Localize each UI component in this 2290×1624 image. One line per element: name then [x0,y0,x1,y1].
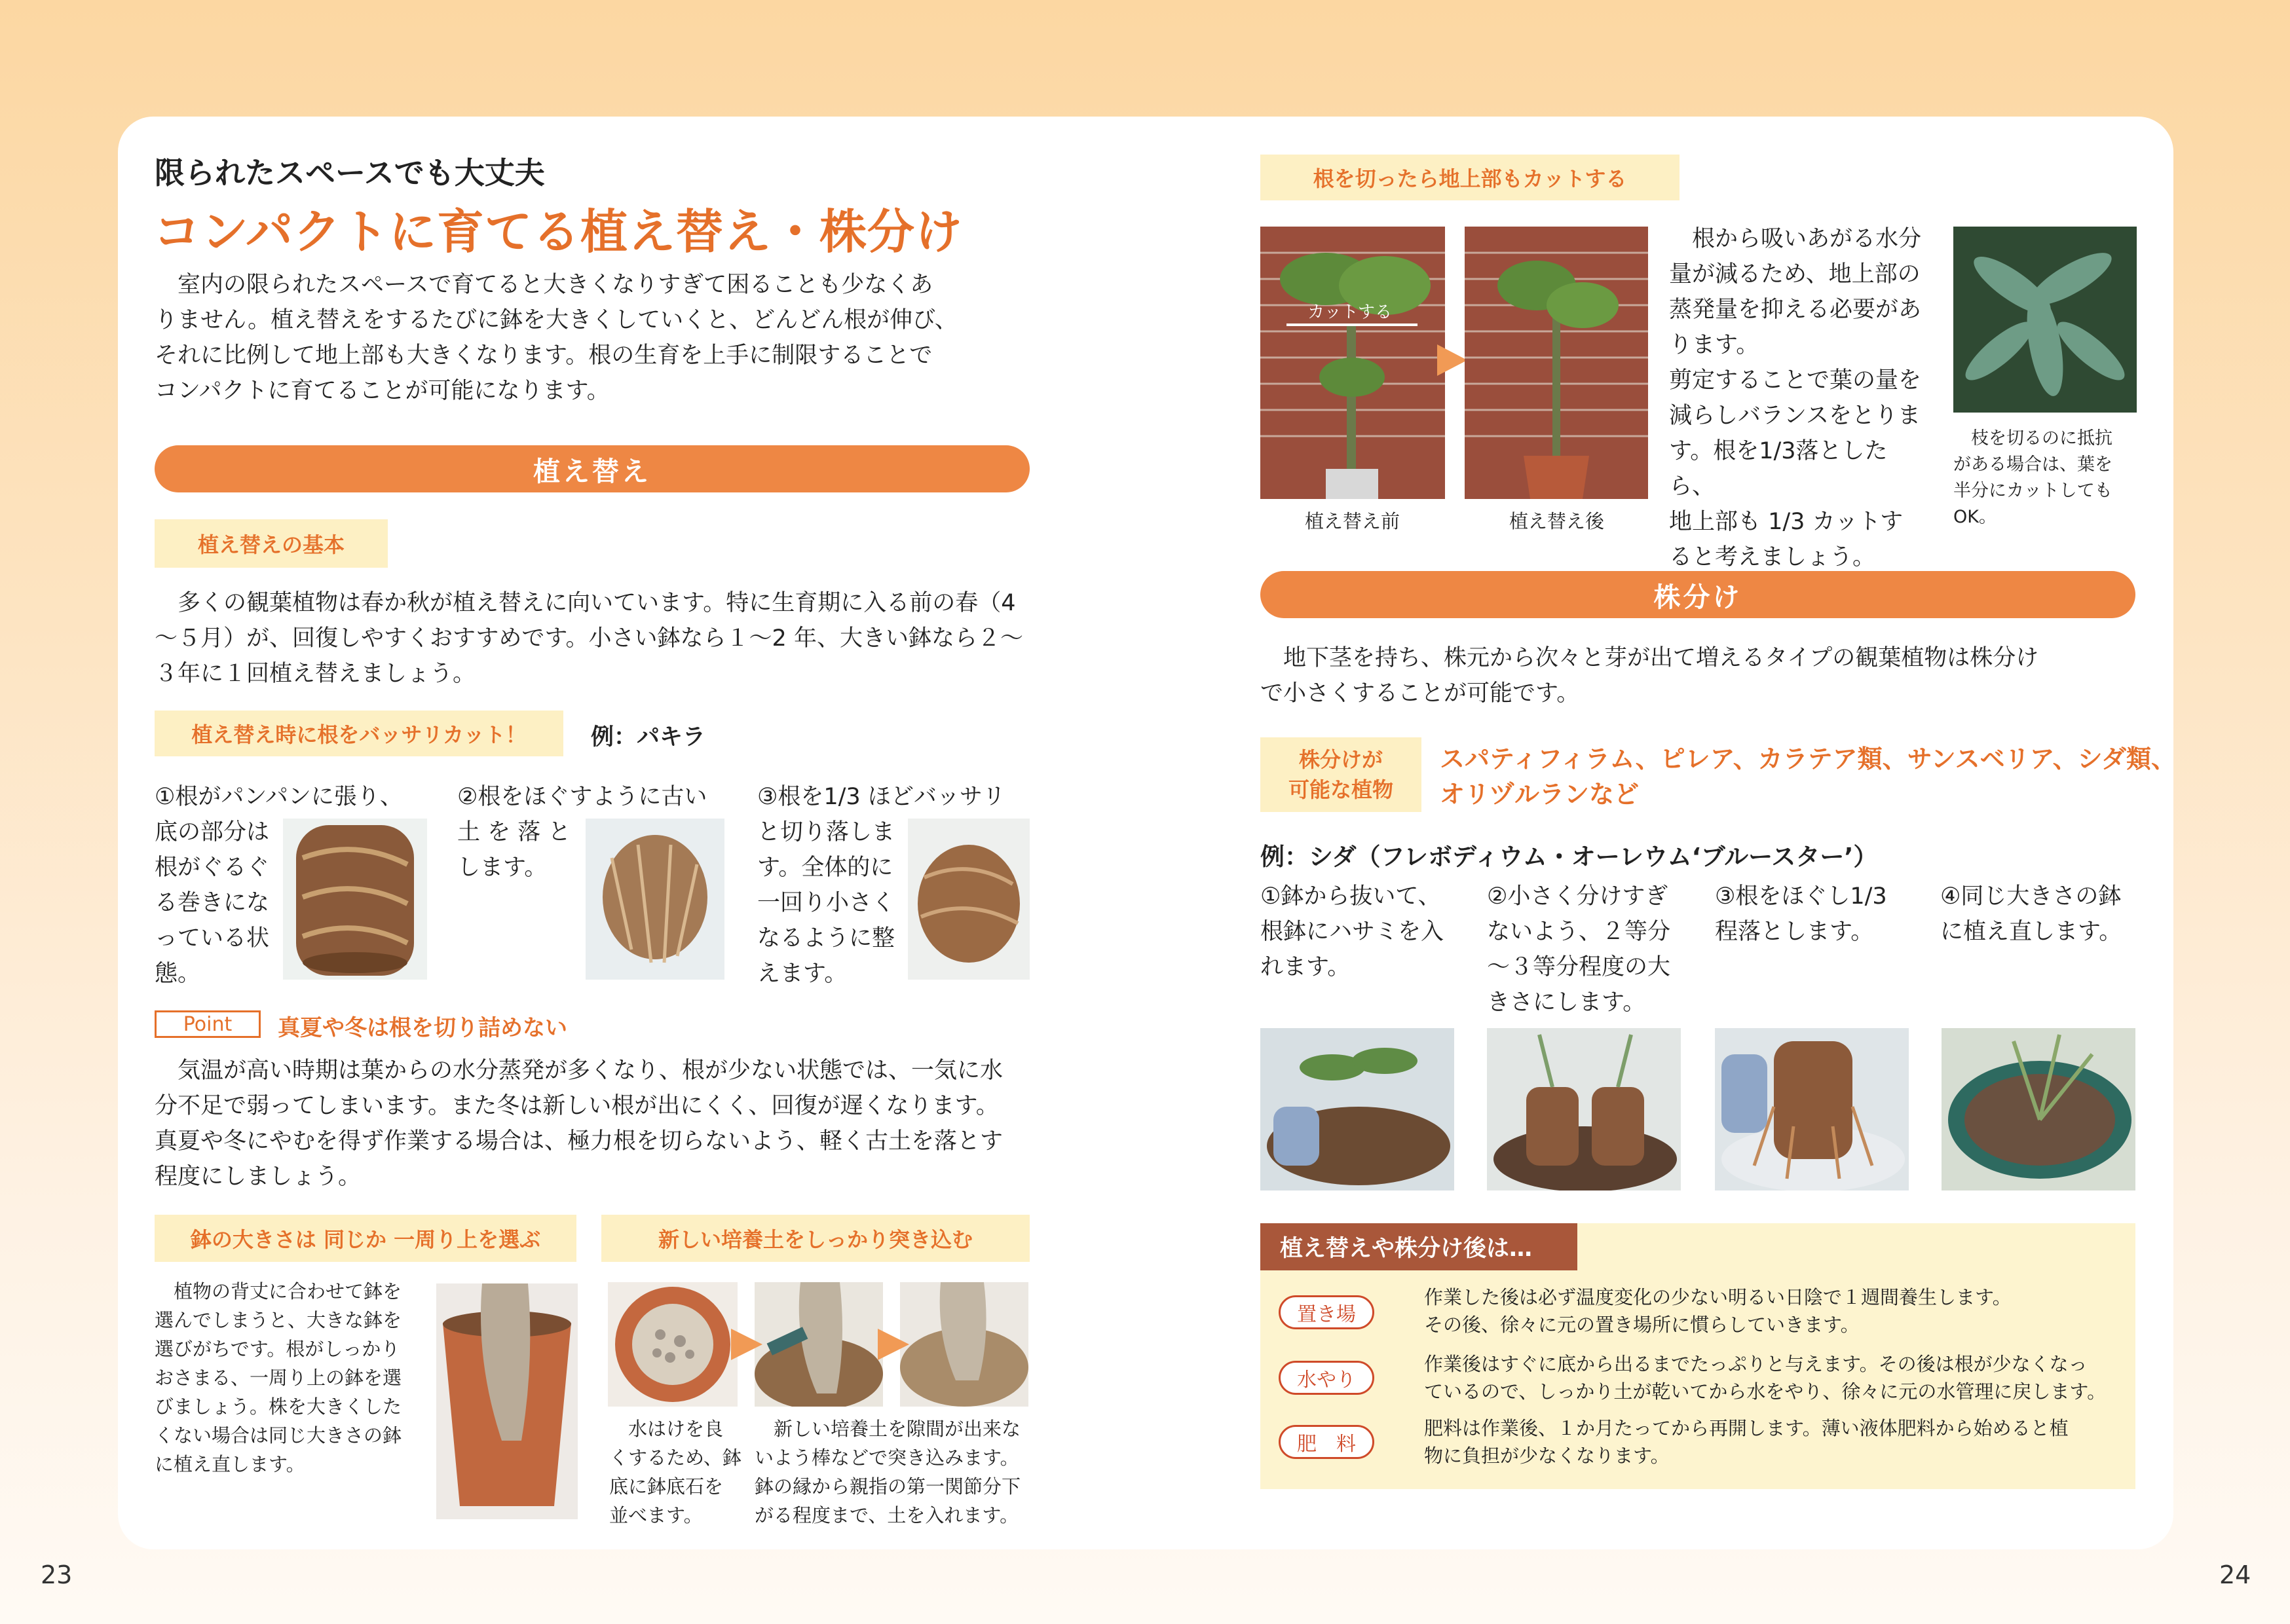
text-line: 量が減るため、地上部の [1669,261,1921,287]
text-line: コンパクトに育てることが可能になります。 [155,378,610,404]
division-step-1-text [1260,879,1476,985]
aftercare-fertilizer-text [1424,1414,2131,1469]
cut-roots-example: 例：パキラ [591,724,706,750]
text-line: れます。 [1260,954,1351,980]
soil-label: 新しい培養土をしっかり突き込む [601,1215,1030,1262]
after-repot-photo [1465,227,1648,499]
intro-paragraph [155,267,1045,409]
point-badge: Point [155,1010,261,1038]
text-line: ているので、しっかり土が乾いてから水をやり、徐々に元の水管理に戻します。 [1424,1380,2107,1403]
aftercare-watering-text [1424,1350,2131,1405]
text-line: 程度にしましょう。 [155,1164,362,1190]
text-line: スパティフィラム、ピレア、カラテア類、サンスベリア、シダ類、 [1440,745,2177,773]
text-line: びましょう。株を大きくした [155,1395,402,1418]
text-line: ②根をほぐすように古い [457,784,707,810]
text-line: えます。 [757,961,848,987]
text-line: 土 を 落 と [457,819,571,845]
text-line: 半分にカットしても [1953,481,2112,501]
section-bar-division: 株分け [1260,571,2135,618]
division-example: 例：シダ（フレボディウム・オーレウム‘ブルースター’） [1260,843,1878,871]
text-line: す。全体的に [757,855,893,881]
text-line: ３年に１回植え替えましょう。 [155,661,476,687]
leaf-photo [1953,227,2137,413]
root-ball-photo [283,819,427,980]
text-line: 地下茎を持ち、株元から次々と芽が出て増えるタイプの観葉植物は株分け [1260,645,2039,671]
text-line: ります。 [1669,332,1759,358]
caption-before: 植え替え前 [1305,510,1400,532]
text-line: 真夏や冬にやむを得ず作業する場合は、極力根を切らないよう、軽く古土を落とす [155,1128,1004,1154]
text-line: 一回り小さく [757,890,895,916]
soil-filled-photo [900,1282,1028,1407]
text-line: と切り落しま [757,819,895,845]
before-repot-photo [1260,227,1445,499]
text-line: 枝を切るのに抵抗 [1953,428,2112,449]
cut-top-label: 根を切ったら地上部もカットする [1260,155,1680,200]
soil-tamping-photo [755,1282,883,1407]
text-line: ②小さく分けすぎ [1487,883,1668,910]
aftercare-title: 植え替えや株分け後は… [1260,1223,1577,1270]
text-line: ると考えましょう。 [1669,544,1876,570]
page-subtitle: 限られたスペースでも大丈夫 [155,155,545,191]
text-line: 地上部も 1/3 カットす [1669,509,1904,535]
text-line: OK。 [1953,507,1997,527]
text-line: ～５月）が、回復しやすくおすすめです。小さい鉢なら１～2 年、大きい鉢なら２～ [155,625,1023,652]
cut-top-paragraph [1669,221,1931,575]
chip-watering: 水やり [1279,1361,1374,1395]
pot-size-paragraph [155,1277,430,1479]
text-line: に植え直します。 [1940,919,2122,945]
text-line: 底に鉢底石を [609,1475,724,1498]
division-step-3-photo [1715,1028,1909,1190]
soil-caption-2 [755,1414,1036,1530]
page-number-right: 24 [2219,1560,2251,1589]
division-step-1-photo [1260,1028,1454,1190]
cut-roots-label: 植え替え時に根をバッサリカット！ [155,710,563,756]
text-line: に植え直します。 [155,1453,305,1475]
text-line: オリヅルランなど [1440,780,1640,809]
chip-fertilizer: 肥 料 [1279,1425,1374,1459]
pot-size-photo [436,1283,578,1519]
text-line: 根がぐるぐ [155,855,270,881]
point-heading: 真夏や冬は根を切り詰めない [278,1015,567,1041]
text-line: 態。 [155,961,201,987]
text-line: 選んでしまうと、大きな鉢を [155,1309,402,1331]
text-line: 作業した後は必ず温度変化の少ない明るい日陰で１週間養生します。 [1424,1286,2012,1308]
caption-after: 植え替え後 [1509,510,1605,532]
pot-size-label: 鉢の大きさは 同じか 一周り上を選ぶ [155,1215,576,1262]
text-line: 根から吸いあがる水分 [1669,226,1922,252]
soil-caption-1 [609,1414,747,1530]
loosened-roots-photo [586,819,724,980]
text-line: 作業後はすぐに底から出るまでたっぷりと与えます。その後は根が少なくなっ [1424,1353,2088,1375]
trimmed-roots-photo [908,819,1030,980]
text-line: 分不足で弱ってしまいます。また冬は新しい根が出にくく、回復が遅くなります。 [155,1093,999,1119]
text-line: る巻きにな [155,890,270,916]
page-number-left: 23 [41,1560,73,1589]
division-step-2-photo [1487,1028,1681,1190]
text-line: 選びがちです。根がしっかり [155,1338,400,1360]
text-line: 多くの観葉植物は春か秋が植え替えに向いています。特に生育期に入る前の春（4 [155,590,1016,616]
division-paragraph [1260,640,2151,711]
pot-stones-photo [608,1282,738,1407]
text-line: ④同じ大きさの鉢 [1940,883,2122,910]
basics-label: 植え替えの基本 [155,519,388,568]
text-line: りません。植え替えをするたびに鉢を大きくしていくと、どんどん根が伸び、 [155,307,958,333]
aftercare-placement-text [1424,1283,2131,1338]
text-line: それに比例して地上部も大きくなります。根の生育を上手に制限することで [155,342,933,369]
point-paragraph [155,1053,1045,1194]
text-line: なるように整 [757,925,895,951]
text-line: 程落とします。 [1715,919,1874,945]
text-line: 減らしバランスをとりま [1669,403,1921,429]
text-line: その後、徐々に元の置き場所に慣らしていきます。 [1424,1314,1860,1336]
division-step-3-text [1715,879,1931,950]
text-line: ないよう、２等分 [1487,919,1671,945]
arrow-right-icon [874,1325,913,1364]
text-line: で小さくすることが可能です。 [1260,680,1580,707]
chip-placement: 置き場 [1279,1295,1374,1329]
division-step-2-text [1487,879,1703,1020]
section-bar-repotting: 植え替え [155,445,1030,492]
text-line: します。 [457,855,548,881]
text-line: ③根をほぐし1/3 [1715,883,1887,910]
text-line: 肥料は作業後、１か月たってから再開します。薄い液体肥料から始めると植 [1424,1417,2069,1439]
text-line: 気温が高い時期は葉からの水分蒸発が多くなり、根が少ない状態では、一気に水 [155,1058,1004,1084]
text-line: ③根を1/3 ほどバッサリ [757,784,1005,810]
arrow-right-icon [727,1325,766,1364]
text-line: 水はけを良 [609,1418,724,1440]
division-step-4-text [1940,879,2156,950]
text-line: ～３等分程度の大 [1487,954,1671,980]
text-line: がある場合は、葉を [1953,454,2112,475]
text-line: きさにします。 [1487,989,1646,1016]
text-line: 物に負担が少なくなります。 [1424,1445,1670,1467]
text-line: がる程度まで、土を入れます。 [755,1504,1019,1526]
page-title: コンパクトに育てる植え替え・株分け [153,204,963,259]
text-line: 室内の限られたスペースで育てると大きくなりすぎて困ることも少なくあ [155,272,933,298]
text-line: くない場合は同じ大きさの鉢 [155,1424,402,1447]
text-line: 根鉢にハサミを入 [1260,919,1444,945]
leaf-caption [1953,426,2150,530]
text-line: ①根がパンパンに張り、 [155,784,403,810]
text-line: 株分けが [1298,747,1383,772]
text-line: 剪定することで葉の量を [1669,367,1922,394]
cut-overlay-label: カットする [1307,303,1392,322]
possible-plants-list [1440,741,2176,812]
text-line: 新しい培養土を隙間が出来な [755,1418,1021,1440]
text-line: 可能な植物 [1288,777,1393,802]
text-line: いよう棒などで突き込みます。 [755,1447,1019,1469]
text-line: おさまる、一周り上の鉢を選 [155,1367,402,1389]
text-line: 鉢の縁から親指の第一関節分下 [755,1475,1021,1498]
text-line: ①鉢から抜いて、 [1260,883,1441,910]
text-line: 蒸発量を抑える必要があ [1669,297,1922,323]
text-line: くするため、鉢 [609,1447,741,1469]
division-step-4-photo [1942,1028,2135,1190]
text-line: 底の部分は [155,819,270,845]
basics-paragraph [155,585,1045,692]
text-line: っている状 [155,925,270,951]
text-line: 並べます。 [609,1504,703,1526]
text-line: す。根を1/3落としたら、 [1669,438,1888,500]
text-line: 植物の背丈に合わせて鉢を [155,1280,402,1302]
possible-plants-label [1260,737,1421,812]
